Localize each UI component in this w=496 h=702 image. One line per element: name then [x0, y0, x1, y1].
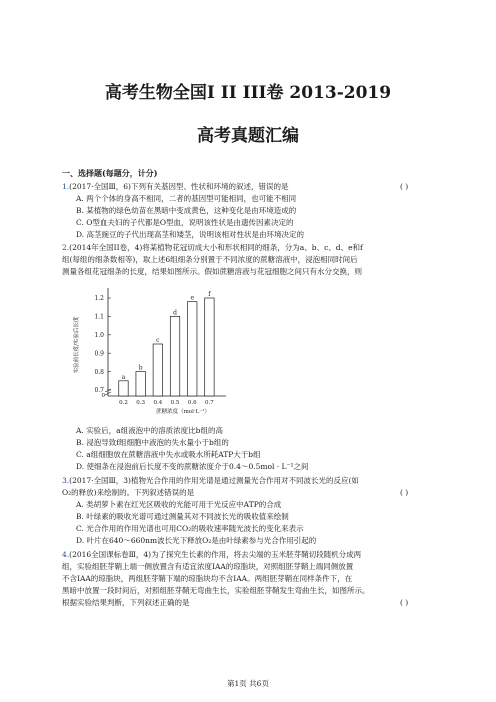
- origin-label: 0: [101, 393, 105, 399]
- bar-label-e: e: [190, 294, 194, 302]
- section-heading: 一、选择题(每题分，计分): [62, 168, 158, 178]
- x-tick-label: 0.5: [170, 400, 180, 406]
- question-2-text-1: (2014年全国II卷，4)将某植物花冠切成大小和形状相同的细条，分为a、b、c、d、e和f: [69, 243, 363, 252]
- question-2-stem-line-1: [62, 243, 363, 253]
- document-title: 高考生物全国I II III卷 2013-2019: [104, 83, 392, 103]
- question-2-number: 2.: [62, 243, 70, 252]
- question-1-number: 1.: [62, 182, 70, 191]
- x-tick-label: 0.4: [153, 400, 163, 406]
- question-1-option-c: C. O型血夫妇的子代都是O型血，说明该性状是由遗传因素决定的: [76, 218, 294, 227]
- question-3-option-d: D. 叶片在640～660nm波长光下释放O₂是由叶绿素参与光合作用引起的: [76, 536, 317, 545]
- question-4-answer-paren: ( ): [400, 598, 409, 607]
- question-4-stem-line-2: 组，实验组胚芽鞘上端一侧放置含有适宜浓度IAA的琼脂块，对照组胚芽鞘上端同侧放置: [62, 562, 354, 571]
- bar-label-a: a: [121, 373, 126, 381]
- y-tick-label: 0.8: [94, 368, 104, 376]
- y-tick-label: 0.7: [94, 387, 104, 395]
- y-axis-label: 实验前长度/实验后长度: [74, 316, 80, 374]
- question-3-stem-line-1: [62, 476, 359, 486]
- question-3-option-a: A. 类胡萝卜素在红光区吸收的光能可用于光反应中ATP的合成: [76, 500, 282, 509]
- y-tick-label: 1.0: [94, 332, 104, 339]
- question-1-answer-paren: ( ): [400, 182, 409, 191]
- question-4-stem-line-1: [62, 550, 361, 560]
- question-1-text: (2017·全国Ⅲ，6)下列有关基因型、性状和环境的叙述，错误的是: [69, 182, 289, 191]
- question-1-option-d: D. 高茎豌豆的子代出现高茎和矮茎，说明该相对性状是由环境决定的: [76, 230, 305, 239]
- document-subtitle: 高考真题汇编: [197, 126, 299, 146]
- page-footer: 第1页 共6页: [227, 679, 269, 688]
- question-3-option-b: B. 叶绿素的吸收光谱可通过测量其对不同波长光的吸收值来绘制: [76, 512, 289, 521]
- question-2-option-c: C. a组细胞放在蔗糖溶液中失水或吸水所耗ATP大于b组: [76, 450, 261, 459]
- question-1-option-b: B. 某植物的绿色幼苗在黑暗中变成黄色，这种变化是由环境造成的: [76, 206, 297, 215]
- question-4-number: 4.: [62, 550, 70, 559]
- bar-label-f: f: [208, 291, 211, 298]
- question-3-option-c: C. 光合作用的作用光谱也可用CO₂的吸收速率随光波长的变化来表示: [76, 524, 304, 533]
- bar-d: [170, 316, 179, 396]
- question-3-text-1: (2017·全国Ⅲ，3)植物光合作用的作用光谱是通过测量光合作用对不同波长光的反应(如: [69, 476, 359, 485]
- bar-label-d: d: [173, 309, 177, 317]
- x-tick-label: 0.2: [119, 400, 128, 406]
- question-4-text-1: (2016全国课标卷Ⅲ，4)为了探究生长素的作用，将去尖端的玉米胚芽鞘切段随机分成两: [69, 550, 362, 559]
- question-2-stem-line-2: 组(每组的细条数相等)，取上述6组细条分别置于不同浓度的蔗糖溶液中，浸泡相同时间后: [62, 255, 358, 264]
- x-tick-label: 0.3: [136, 400, 146, 406]
- y-tick-label: 0.9: [94, 350, 104, 358]
- question-3-stem-line-2: O₂的释放)来绘制的。下列叙述错误的是: [62, 488, 195, 497]
- bar-a: [119, 381, 128, 396]
- bar-chart-figure: [62, 282, 252, 422]
- y-tick-label: 1.1: [94, 313, 104, 321]
- question-1-stem: [62, 182, 288, 192]
- question-3-answer-paren: ( ): [400, 488, 409, 497]
- x-axis-label: 蔗糖浓度（mol·L⁻¹）: [156, 409, 210, 415]
- question-4-stem-line-4: 黑暗中放置一段时间后，对照组胚芽鞘无弯曲生长，实验组胚芽鞘发生弯曲生长，如图所示。: [62, 586, 370, 595]
- bar-label-b: b: [138, 364, 143, 372]
- question-2-stem-line-3: 测量各组花冠细条的长度，结果如图所示。假如蔗糖溶液与花冠细胞之间只有水分交换，则: [62, 267, 362, 276]
- bar-e: [187, 302, 196, 396]
- x-tick-label: 0.6: [187, 400, 197, 406]
- y-tick-label: 1.2: [94, 295, 104, 303]
- question-2-option-b: B. 浸泡导致f组细胞中液泡的失水量小于b组的: [76, 438, 229, 447]
- question-3-number: 3.: [62, 476, 70, 485]
- question-1-option-a: A. 两个个体的身高不相同，二者的基因型可能相同，也可能不相同: [76, 194, 297, 203]
- question-2-option-d: D. 使细条在浸泡前后长度不变的蔗糖浓度介于0.4～0.5mol · L⁻¹之间: [76, 462, 309, 471]
- bar-label-c: c: [156, 337, 160, 344]
- question-4-stem-line-5: 根据实验结果判断，下列叙述正确的是: [62, 598, 190, 607]
- x-tick-label: 0.7: [205, 400, 214, 406]
- bar-c: [153, 344, 162, 396]
- question-2-option-a: A. 实验后，a组液泡中的溶质浓度比b组的高: [76, 426, 223, 435]
- question-4-stem-line-3: 不含IAA的琼脂块，两组胚芽鞘下端的琼脂块均不含IAA。两组胚芽鞘在同样条件下，在: [62, 574, 353, 583]
- bar-b: [136, 372, 145, 396]
- bar-f: [205, 298, 214, 396]
